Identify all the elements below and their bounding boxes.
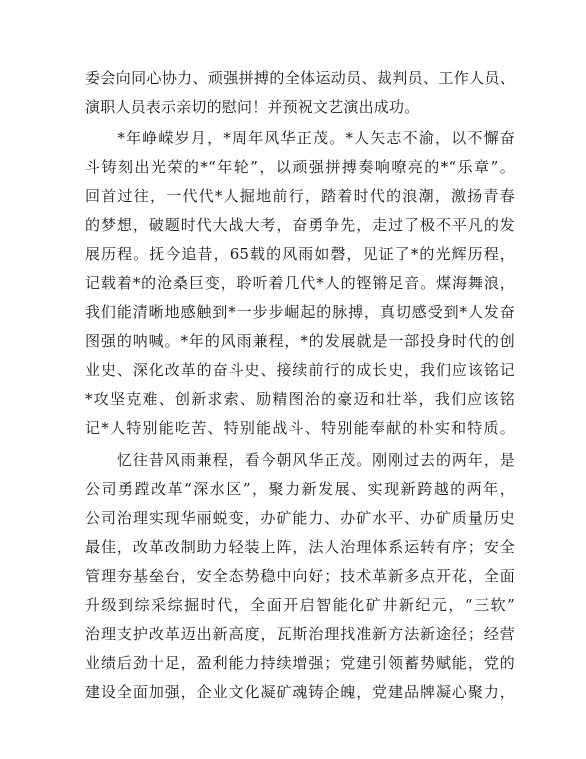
text-line: 业绩后劲十足，盈利能力持续增强；党建引领蓄势赋能，党的 xyxy=(85,654,515,672)
text-line: 建设全面加强，企业文化凝矿魂铸企魄，党建品牌凝心聚力， xyxy=(85,683,515,701)
paragraph-greeting xyxy=(85,64,515,122)
text-line: 管理夯基垒台，安全态势稳中向好；技术革新多点开花，全面 xyxy=(85,567,515,585)
text-line: 公司勇蹚改革“深水区”，聚力新发展、实现新跨越的两年， xyxy=(85,480,515,498)
paragraph-achievements xyxy=(85,446,515,707)
text-line: 最佳，改革改制助力轻装上阵，法人治理体系运转有序；安全 xyxy=(85,538,515,556)
text-line: *年峥嵘岁月，*周年风华正茂。*人矢志不渝，以不懈奋 xyxy=(85,129,515,147)
text-line: 忆往昔风雨兼程，看今朝风华正茂。刚刚过去的两年，是 xyxy=(85,451,515,469)
text-line: 演职人员表示亲切的慰问！并预祝文艺演出成功。 xyxy=(85,98,420,116)
text-line: 记*人特别能吃苦、特别能战斗、特别能奉献的朴实和特质。 xyxy=(85,419,515,437)
paragraph-history xyxy=(85,124,515,443)
text-line: 记载着*的沧桑巨变，聆听着几代*人的铿锵足音。煤海舞浪， xyxy=(85,274,515,292)
text-line: 公司治理实现华丽蜕变，办矿能力、办矿水平、办矿质量历史 xyxy=(85,509,515,527)
text-line: 我们能清晰地感触到*一步步崛起的脉搏，真切感受到*人发奋 xyxy=(85,303,515,321)
text-line: 业史、深化改革的奋斗史、接续前行的成长史，我们应该铭记 xyxy=(85,361,515,379)
text-line: 回首过往，一代代*人掘地前行，踏着时代的浪潮，激扬青春 xyxy=(85,187,515,205)
text-line: *攻坚克难、创新求索、励精图治的豪迈和壮举，我们应该铭 xyxy=(85,390,515,408)
text-line: 委会向同心协力、顽强拼搏的全体运动员、裁判员、工作人员、 xyxy=(85,69,515,87)
text-line: 斗铸刻出光荣的*“年轮”，以顽强拼搏奏响嘹亮的*“乐章”。 xyxy=(85,158,515,176)
text-line: 展历程。抚今追昔，65载的风雨如磬，见证了*的光辉历程， xyxy=(85,245,515,263)
text-line: 升级到综采综掘时代，全面开启智能化矿井新纪元，“三软” xyxy=(85,596,515,614)
text-line: 的梦想，破题时代大战大考，奋勇争先，走过了极不平凡的发 xyxy=(85,216,515,234)
text-line: 治理支护改革迈出新高度，瓦斯治理找准新方法新途径；经营 xyxy=(85,625,515,643)
text-line: 图强的呐喊。*年的风雨兼程，*的发展就是一部投身时代的创 xyxy=(85,332,515,350)
